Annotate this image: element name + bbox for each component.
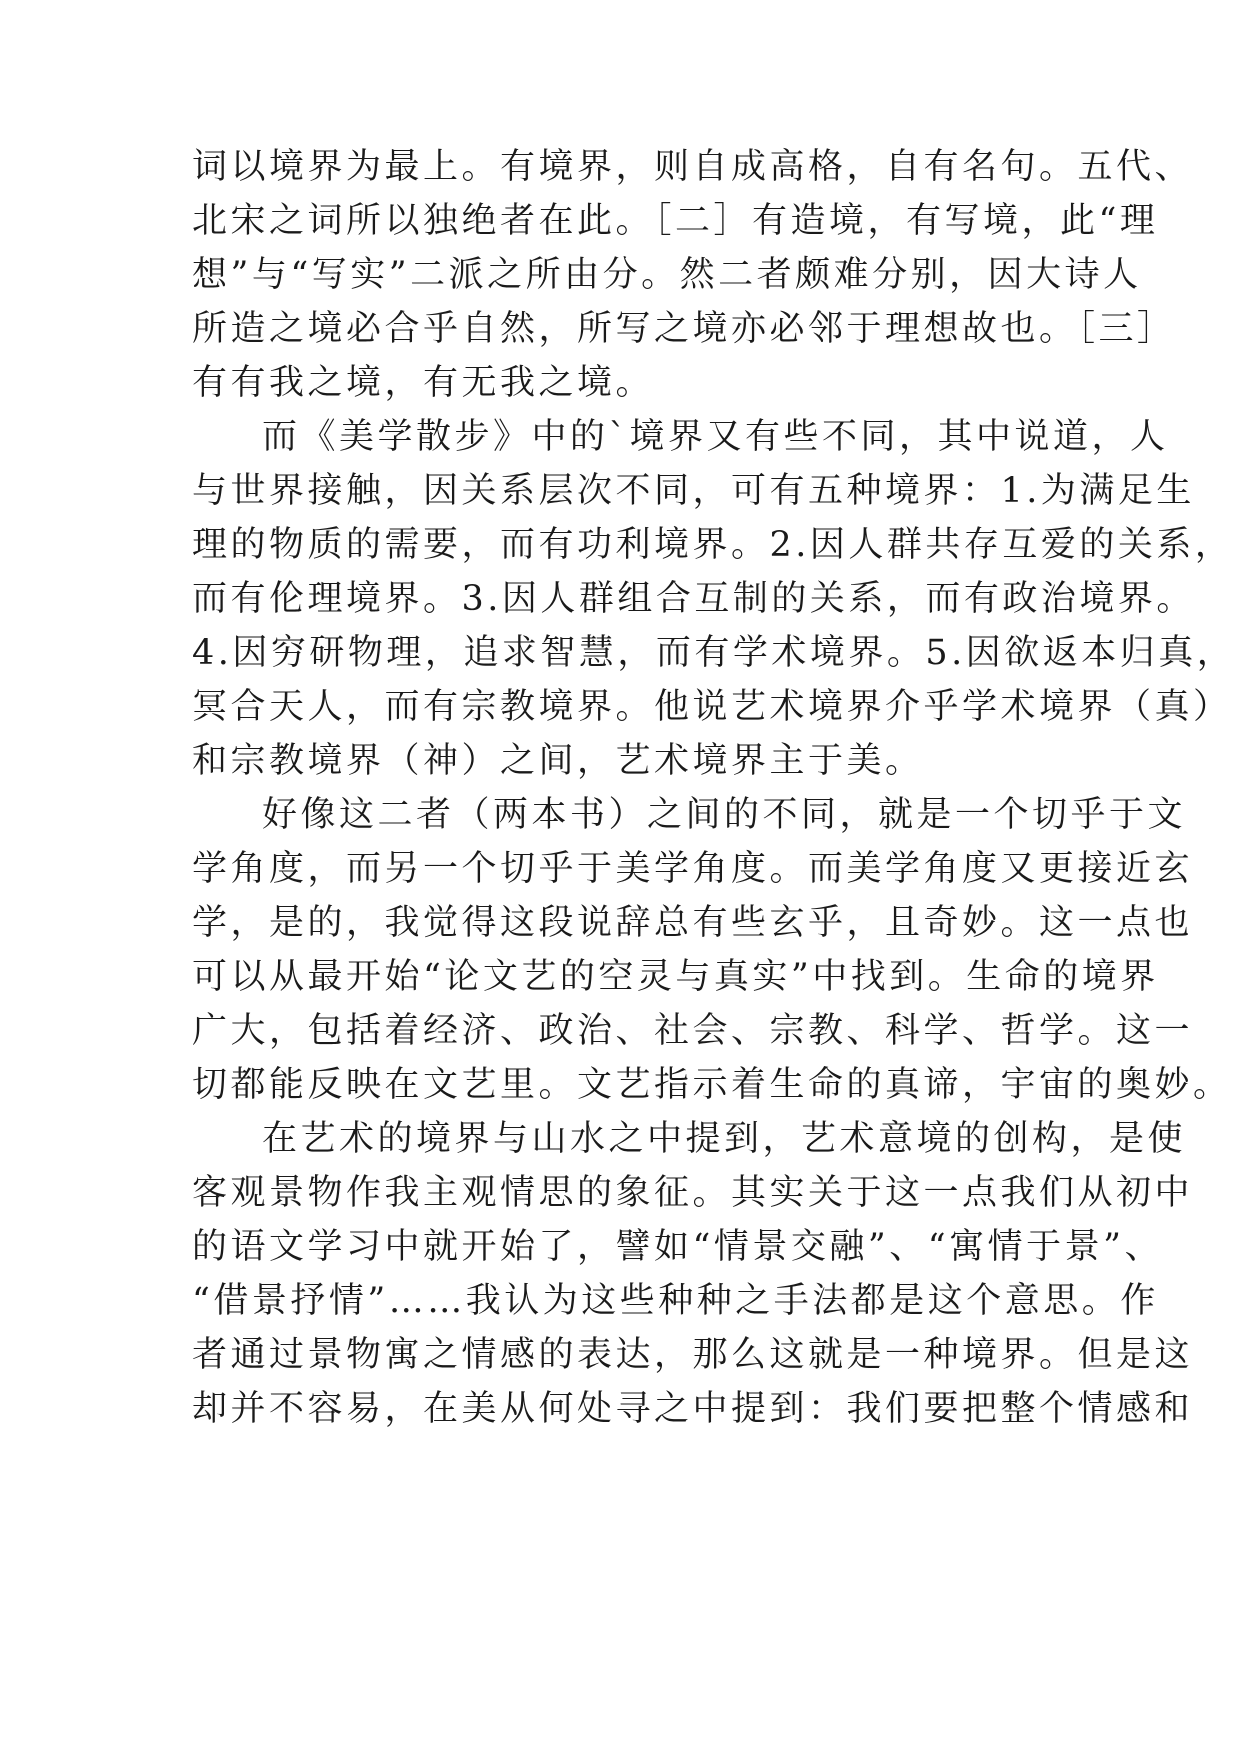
body-text — [192, 140, 1236, 1436]
text-line: 有有我之境，有无我之境。 — [192, 363, 655, 403]
text-line: 学，是的，我觉得这段说辞总有些玄乎，且奇妙。这一点也 — [192, 903, 1194, 943]
text-line: 的语文学习中就开始了，譬如“情景交融”、“寓情于景”、 — [192, 1227, 1164, 1267]
text-line: “借景抒情”……我认为这些种种之手法都是这个意思。作 — [192, 1281, 1159, 1321]
text-line: 学角度，而另一个切乎于美学角度。而美学角度又更接近玄 — [192, 849, 1194, 889]
text-line: 冥合天人，而有宗教境界。他说艺术境界介乎学术境界（真） — [192, 687, 1232, 727]
paragraph-first-line: 好像这二者（两本书）之间的不同，就是一个切乎于文 — [262, 795, 1187, 835]
text-line: 广大，包括着经济、政治、社会、宗教、科学、哲学。这一 — [192, 1011, 1194, 1051]
text-line: 和宗教境界（神）之间，艺术境界主于美。 — [192, 741, 924, 781]
text-line: 理的物质的需要，而有功利境界。2.因人群共存互爱的关系， — [192, 525, 1234, 565]
text-line: 4.因穷研物理，追求智慧，而有学术境界。5.因欲返本归真， — [192, 633, 1236, 673]
text-line: 却并不容易，在美从何处寻之中提到：我们要把整个情感和 — [192, 1389, 1194, 1429]
text-line: 所造之境必合乎自然，所写之境亦必邻于理想故也。［三］ — [192, 309, 1176, 349]
text-line: 而有伦理境界。3.因人群组合互制的关系，而有政治境界。 — [192, 579, 1195, 619]
paragraph-first-line: 而《美学散步》中的`境界又有些不同，其中说道，人 — [262, 417, 1169, 457]
text-line: 客观景物作我主观情思的象征。其实关于这一点我们从初中 — [192, 1173, 1194, 1213]
text-line: 者通过景物寓之情感的表达，那么这就是一种境界。但是这 — [192, 1335, 1194, 1375]
text-line: 与世界接触，因关系层次不同，可有五种境界：1.为满足生 — [192, 471, 1195, 511]
text-line: 想”与“写实”二派之所由分。然二者颇难分别，因大诗人 — [192, 255, 1142, 295]
text-line: 切都能反映在文艺里。文艺指示着生命的真谛，宇宙的奥妙。 — [192, 1065, 1232, 1105]
paragraph-first-line: 在艺术的境界与山水之中提到，艺术意境的创构，是使 — [262, 1119, 1187, 1159]
text-line: 词以境界为最上。有境界，则自成高格，自有名句。五代、 — [192, 147, 1194, 187]
text-line: 可以从最开始“论文艺的空灵与真实”中找到。生命的境界 — [192, 957, 1159, 997]
text-line: 北宋之词所以独绝者在此。［二］有造境，有写境，此“理 — [192, 201, 1159, 241]
